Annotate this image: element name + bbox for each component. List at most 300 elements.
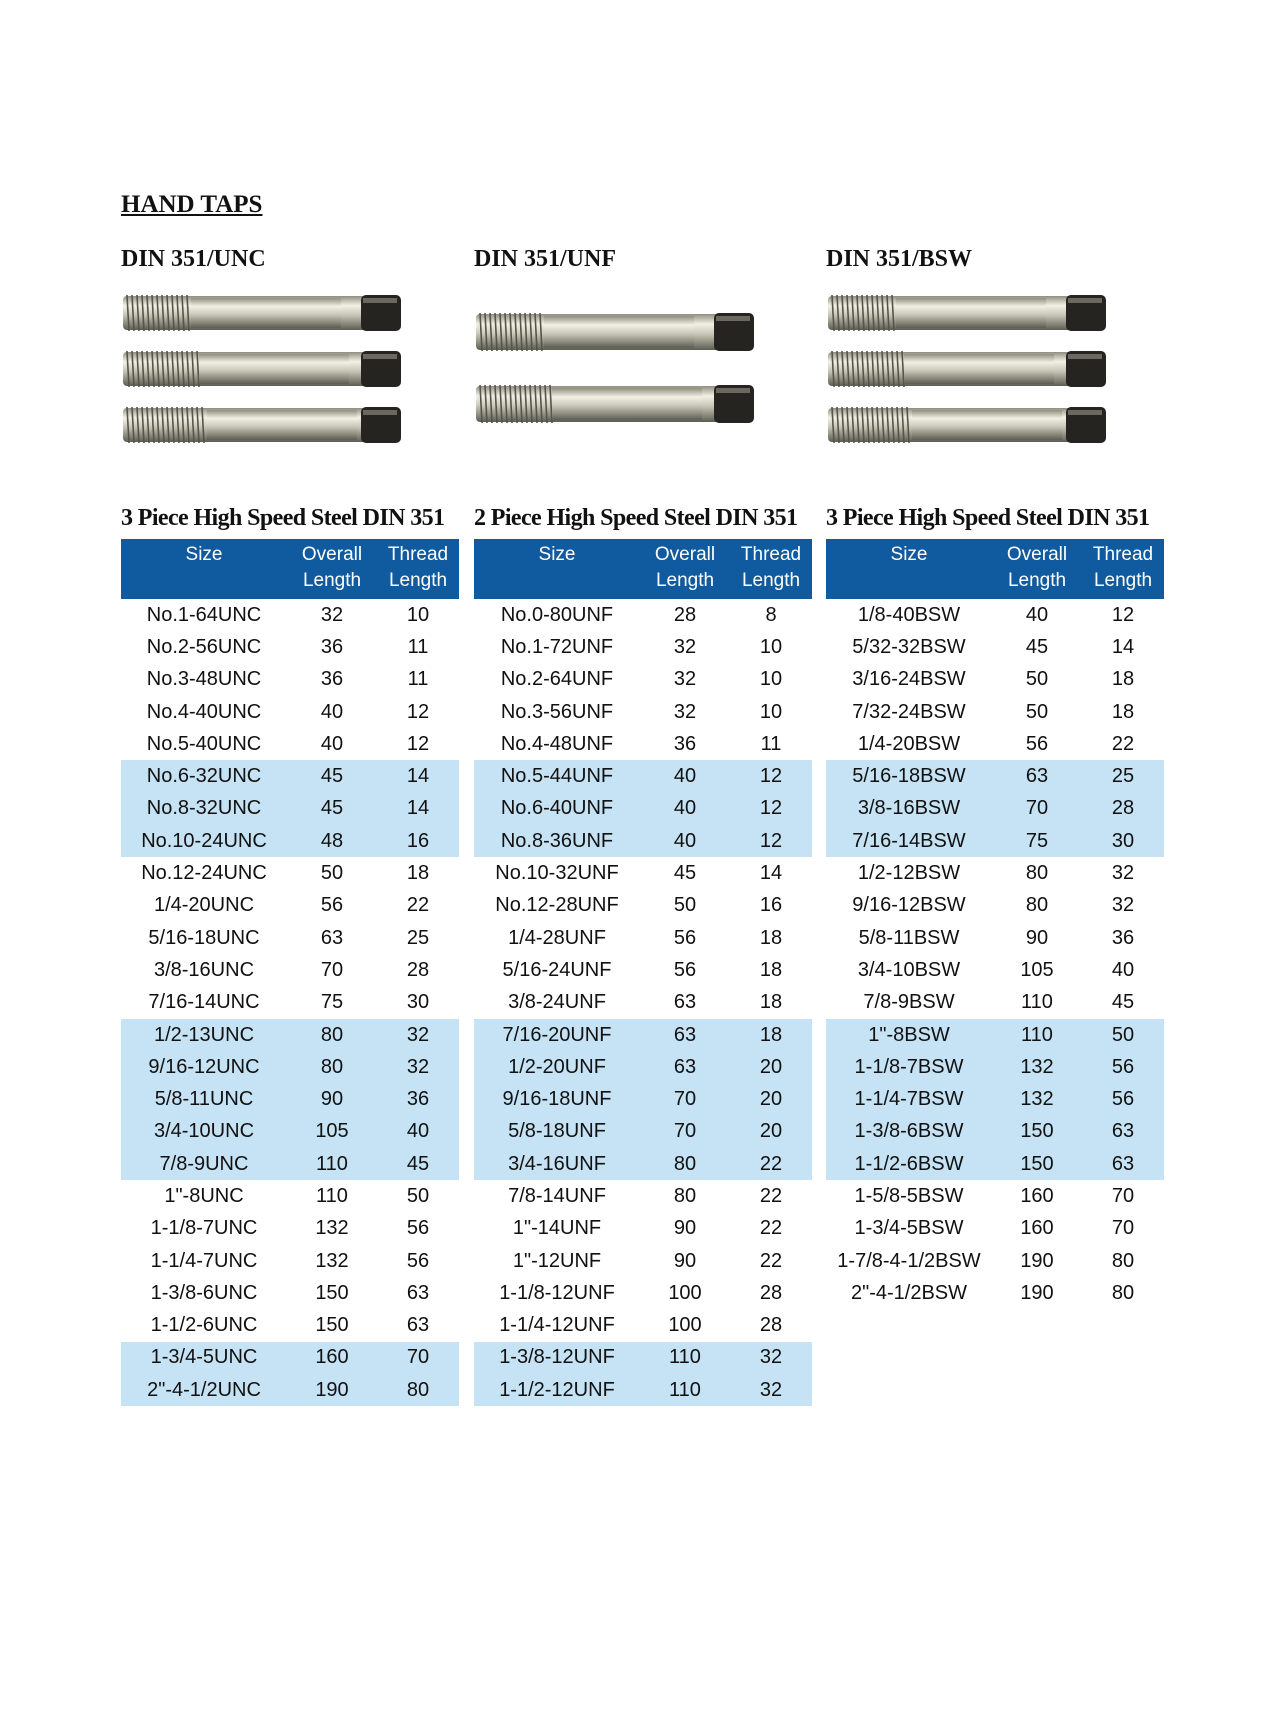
overall-length-cell: 63 bbox=[640, 1051, 730, 1083]
size-cell: 1/4-20BSW bbox=[857, 732, 961, 755]
size-cell: 1-5/8-5BSW bbox=[854, 1184, 964, 1207]
overall-length-cell: 80 bbox=[287, 1051, 377, 1083]
size-cell: 7/16-14UNC bbox=[148, 991, 260, 1014]
spec-table bbox=[474, 539, 812, 1406]
table-row bbox=[826, 696, 1164, 728]
thread-length-cell: 18 bbox=[759, 926, 783, 949]
table-row bbox=[826, 987, 1164, 1019]
size-cell: 1"-8UNC bbox=[164, 1184, 244, 1207]
tap-set-image bbox=[121, 292, 441, 467]
thread-length-cell: 28 bbox=[759, 1314, 783, 1337]
size-cell: No.3-56UNF bbox=[500, 700, 614, 723]
thread-length-cell: 14 bbox=[1111, 635, 1135, 658]
size-cell: No.12-24UNC bbox=[141, 862, 267, 885]
overall-length-cell: 50 bbox=[673, 894, 697, 917]
tap-icon bbox=[828, 351, 1106, 387]
table-title: 2 Piece High Speed Steel DIN 351 bbox=[474, 505, 798, 531]
thread-length-cell: 22 bbox=[730, 1148, 812, 1180]
size-cell: No.6-40UNF bbox=[474, 793, 640, 825]
thread-length-cell: 10 bbox=[759, 668, 783, 691]
overall-length-cell: 56 bbox=[673, 926, 697, 949]
overall-length-cell: 90 bbox=[673, 1217, 697, 1240]
size-cell: 1-1/2-6BSW bbox=[826, 1148, 992, 1180]
thread-length-cell: 32 bbox=[730, 1374, 812, 1406]
overall-length-cell: 40 bbox=[640, 760, 730, 792]
overall-length-cell: 45 bbox=[287, 793, 377, 825]
thread-length-cell: 63 bbox=[1082, 1116, 1164, 1148]
size-cell: 1"-12UNF bbox=[512, 1249, 602, 1272]
thread-length-cell: 12 bbox=[406, 700, 430, 723]
size-cell: 1/4-20UNC bbox=[153, 894, 255, 917]
thread-length-cell: 11 bbox=[407, 635, 429, 658]
size-cell: 1-3/4-5UNC bbox=[121, 1342, 287, 1374]
overall-length-cell: 32 bbox=[673, 635, 697, 658]
table-row bbox=[826, 954, 1164, 986]
table-row bbox=[474, 599, 812, 631]
overall-length-cell: 110 bbox=[316, 1184, 348, 1207]
overall-length-cell: 150 bbox=[992, 1148, 1082, 1180]
overall-length-cell: 110 bbox=[287, 1148, 377, 1180]
overall-length-cell: 70 bbox=[640, 1083, 730, 1115]
size-cell: No.4-48UNF bbox=[500, 732, 614, 755]
size-cell: 3/4-16UNF bbox=[474, 1148, 640, 1180]
header-size: Size bbox=[121, 539, 287, 599]
size-cell: 9/16-18UNF bbox=[474, 1083, 640, 1115]
table-row bbox=[121, 1148, 459, 1180]
header-thread-length: Thread Length bbox=[377, 539, 459, 599]
size-cell: No.10-32UNF bbox=[495, 862, 619, 885]
thread-length-cell: 32 bbox=[377, 1019, 459, 1051]
overall-length-cell: 36 bbox=[673, 732, 697, 755]
table-row bbox=[474, 631, 812, 663]
thread-length-cell: 50 bbox=[406, 1184, 430, 1207]
table-row bbox=[121, 1019, 459, 1051]
spec-table bbox=[826, 539, 1164, 1310]
overall-length-cell: 90 bbox=[1025, 926, 1049, 949]
size-cell: 3/8-24UNF bbox=[508, 991, 606, 1014]
table-row bbox=[826, 825, 1164, 857]
table-row bbox=[121, 1342, 459, 1374]
size-cell: 5/16-18BSW bbox=[826, 760, 992, 792]
overall-length-cell: 32 bbox=[673, 700, 697, 723]
size-cell: 3/4-10BSW bbox=[857, 958, 961, 981]
thread-length-cell: 32 bbox=[377, 1051, 459, 1083]
table-row bbox=[121, 1180, 459, 1212]
size-cell: 1-3/8-6BSW bbox=[826, 1116, 992, 1148]
thread-length-cell: 70 bbox=[377, 1342, 459, 1374]
thread-length-cell: 20 bbox=[730, 1116, 812, 1148]
header-size: Size bbox=[474, 539, 640, 599]
overall-length-cell: 132 bbox=[315, 1249, 349, 1272]
table-row bbox=[474, 1148, 812, 1180]
size-cell: 5/8-11BSW bbox=[858, 926, 960, 949]
size-cell: 7/16-14BSW bbox=[826, 825, 992, 857]
thread-length-cell: 56 bbox=[406, 1249, 430, 1272]
thread-length-cell: 22 bbox=[759, 1184, 783, 1207]
overall-length-cell: 45 bbox=[673, 862, 697, 885]
overall-length-cell: 50 bbox=[320, 862, 344, 885]
table-row bbox=[826, 1180, 1164, 1212]
size-cell: 5/32-32BSW bbox=[852, 635, 966, 658]
size-cell: No.1-64UNC bbox=[146, 603, 262, 626]
overall-length-cell: 132 bbox=[992, 1083, 1082, 1115]
table-row bbox=[474, 1310, 812, 1342]
overall-length-cell: 190 bbox=[1020, 1281, 1054, 1304]
overall-length-cell: 80 bbox=[287, 1019, 377, 1051]
overall-length-cell: 160 bbox=[1020, 1217, 1054, 1240]
overall-length-cell: 70 bbox=[992, 793, 1082, 825]
spec-table bbox=[121, 539, 459, 1406]
overall-length-cell: 100 bbox=[668, 1281, 702, 1304]
size-cell: 3/16-24BSW bbox=[852, 668, 966, 691]
header-thread-length: Thread Length bbox=[1082, 539, 1164, 599]
thread-length-cell: 63 bbox=[406, 1314, 430, 1337]
table-row bbox=[826, 922, 1164, 954]
thread-length-cell: 18 bbox=[730, 1019, 812, 1051]
size-cell: 1-1/8-12UNF bbox=[499, 1281, 615, 1304]
thread-length-cell: 40 bbox=[1111, 958, 1135, 981]
size-cell: No.2-56UNC bbox=[146, 635, 262, 658]
table-row bbox=[474, 1245, 812, 1277]
thread-length-cell: 20 bbox=[730, 1083, 812, 1115]
overall-length-cell: 40 bbox=[640, 793, 730, 825]
overall-length-cell: 160 bbox=[1020, 1184, 1054, 1207]
thread-length-cell: 30 bbox=[406, 991, 430, 1014]
table-row bbox=[121, 1277, 459, 1309]
size-cell: 7/8-14UNF bbox=[508, 1184, 606, 1207]
thread-length-cell: 80 bbox=[1111, 1249, 1135, 1272]
thread-length-cell: 80 bbox=[1111, 1281, 1135, 1304]
overall-length-cell: 110 bbox=[1021, 991, 1053, 1014]
size-cell: No.5-40UNC bbox=[146, 732, 262, 755]
tap-icon bbox=[476, 313, 754, 351]
thread-length-cell: 70 bbox=[1111, 1217, 1135, 1240]
thread-length-cell: 10 bbox=[759, 700, 783, 723]
thread-length-cell: 22 bbox=[406, 894, 430, 917]
table-row bbox=[474, 890, 812, 922]
table-row bbox=[121, 1083, 459, 1115]
overall-length-cell: 40 bbox=[320, 700, 344, 723]
table-row bbox=[826, 1116, 1164, 1148]
size-cell: No.6-32UNC bbox=[121, 760, 287, 792]
overall-length-cell: 190 bbox=[287, 1374, 377, 1406]
table-row bbox=[474, 696, 812, 728]
size-cell: 1-1/8-7UNC bbox=[150, 1217, 258, 1240]
size-cell: 1-7/8-4-1/2BSW bbox=[837, 1249, 981, 1272]
size-cell: 1/2-20UNF bbox=[474, 1051, 640, 1083]
overall-length-cell: 110 bbox=[640, 1342, 730, 1374]
thread-length-cell: 32 bbox=[1111, 862, 1135, 885]
size-cell: 1-1/8-7BSW bbox=[826, 1051, 992, 1083]
table-row bbox=[121, 890, 459, 922]
thread-length-cell: 50 bbox=[1082, 1019, 1164, 1051]
overall-length-cell: 75 bbox=[320, 991, 344, 1014]
overall-length-cell: 150 bbox=[315, 1314, 349, 1337]
size-cell: No.10-24UNC bbox=[121, 825, 287, 857]
thread-length-cell: 8 bbox=[765, 603, 777, 626]
size-cell: 5/16-24UNF bbox=[502, 958, 612, 981]
thread-length-cell: 56 bbox=[1082, 1083, 1164, 1115]
size-cell: 1-1/4-7BSW bbox=[826, 1083, 992, 1115]
size-cell: 1"-14UNF bbox=[512, 1217, 602, 1240]
thread-length-cell: 45 bbox=[377, 1148, 459, 1180]
table-row bbox=[826, 1083, 1164, 1115]
overall-length-cell: 80 bbox=[640, 1148, 730, 1180]
size-cell: No.8-36UNF bbox=[474, 825, 640, 857]
thread-length-cell: 11 bbox=[760, 732, 782, 755]
overall-length-cell: 105 bbox=[1020, 958, 1054, 981]
size-cell: 3/4-10UNC bbox=[121, 1116, 287, 1148]
table-row bbox=[826, 1019, 1164, 1051]
overall-length-cell: 110 bbox=[992, 1019, 1082, 1051]
tap-icon bbox=[828, 407, 1106, 443]
table-row bbox=[826, 1245, 1164, 1277]
overall-length-cell: 48 bbox=[287, 825, 377, 857]
table-row bbox=[474, 1019, 812, 1051]
size-cell: 1-1/2-12UNF bbox=[474, 1374, 640, 1406]
size-cell: No.5-44UNF bbox=[474, 760, 640, 792]
thread-length-cell: 56 bbox=[406, 1217, 430, 1240]
overall-length-cell: 63 bbox=[673, 991, 697, 1014]
size-cell: No.4-40UNC bbox=[146, 700, 262, 723]
thread-length-cell: 14 bbox=[759, 862, 783, 885]
table-row bbox=[826, 793, 1164, 825]
thread-length-cell: 22 bbox=[1111, 732, 1135, 755]
size-cell: 1/4-28UNF bbox=[508, 926, 606, 949]
table-row bbox=[121, 631, 459, 663]
table-row bbox=[121, 1116, 459, 1148]
table-row bbox=[121, 793, 459, 825]
thread-length-cell: 12 bbox=[730, 760, 812, 792]
thread-length-cell: 28 bbox=[406, 958, 430, 981]
overall-length-cell: 63 bbox=[640, 1019, 730, 1051]
thread-length-cell: 63 bbox=[1082, 1148, 1164, 1180]
table-row bbox=[121, 954, 459, 986]
table-row bbox=[121, 1245, 459, 1277]
overall-length-cell: 28 bbox=[673, 603, 697, 626]
table-row bbox=[121, 987, 459, 1019]
page-title: HAND TAPS bbox=[121, 191, 263, 218]
size-cell: 5/8-18UNF bbox=[474, 1116, 640, 1148]
table-row bbox=[474, 987, 812, 1019]
thread-length-cell: 10 bbox=[759, 635, 783, 658]
table-row bbox=[474, 760, 812, 792]
size-cell: 1-3/8-6UNC bbox=[150, 1281, 258, 1304]
table-row bbox=[474, 1051, 812, 1083]
size-cell: No.2-64UNF bbox=[500, 668, 614, 691]
thread-length-cell: 18 bbox=[759, 958, 783, 981]
overall-length-cell: 90 bbox=[673, 1249, 697, 1272]
table-row bbox=[474, 857, 812, 889]
size-cell: 1-1/4-12UNF bbox=[499, 1314, 615, 1337]
size-cell: No.1-72UNF bbox=[500, 635, 614, 658]
table-row bbox=[474, 922, 812, 954]
size-cell: No.8-32UNC bbox=[121, 793, 287, 825]
table-title: 3 Piece High Speed Steel DIN 351 bbox=[826, 505, 1150, 531]
overall-length-cell: 36 bbox=[320, 635, 344, 658]
table-header bbox=[826, 539, 1164, 599]
thread-length-cell: 25 bbox=[406, 926, 430, 949]
overall-length-cell: 63 bbox=[320, 926, 344, 949]
tap-icon bbox=[123, 407, 401, 443]
table-row bbox=[121, 922, 459, 954]
table-row bbox=[121, 760, 459, 792]
thread-length-cell: 20 bbox=[730, 1051, 812, 1083]
overall-length-cell: 40 bbox=[640, 825, 730, 857]
tap-set-image bbox=[474, 292, 794, 467]
tap-icon bbox=[476, 385, 754, 423]
thread-length-cell: 14 bbox=[377, 793, 459, 825]
size-cell: 2"-4-1/2UNC bbox=[121, 1374, 287, 1406]
table-row bbox=[121, 1310, 459, 1342]
thread-length-cell: 36 bbox=[1111, 926, 1135, 949]
table-row bbox=[121, 599, 459, 631]
size-cell: 7/32-24BSW bbox=[852, 700, 966, 723]
table-row bbox=[474, 825, 812, 857]
size-cell: 1-1/4-7UNC bbox=[150, 1249, 258, 1272]
overall-length-cell: 56 bbox=[320, 894, 344, 917]
thread-length-cell: 14 bbox=[377, 760, 459, 792]
table-row bbox=[474, 1116, 812, 1148]
thread-length-cell: 30 bbox=[1082, 825, 1164, 857]
overall-length-cell: 40 bbox=[320, 732, 344, 755]
table-row bbox=[121, 857, 459, 889]
tap-icon bbox=[123, 295, 401, 331]
header-overall-length: Overall Length bbox=[640, 539, 730, 599]
thread-length-cell: 22 bbox=[759, 1217, 783, 1240]
thread-length-cell: 12 bbox=[406, 732, 430, 755]
thread-length-cell: 10 bbox=[406, 603, 430, 626]
thread-length-cell: 32 bbox=[1111, 894, 1135, 917]
thread-length-cell: 22 bbox=[759, 1249, 783, 1272]
overall-length-cell: 50 bbox=[1025, 668, 1049, 691]
size-cell: No.3-48UNC bbox=[146, 668, 262, 691]
table-row bbox=[826, 1277, 1164, 1309]
size-cell: 1/2-13UNC bbox=[121, 1019, 287, 1051]
table-header bbox=[474, 539, 812, 599]
size-cell: 9/16-12BSW bbox=[852, 894, 966, 917]
overall-length-cell: 70 bbox=[640, 1116, 730, 1148]
thread-length-cell: 18 bbox=[1111, 700, 1135, 723]
table-row bbox=[474, 1277, 812, 1309]
table-row bbox=[474, 793, 812, 825]
thread-length-cell: 18 bbox=[406, 862, 430, 885]
size-cell: 1/2-12BSW bbox=[857, 862, 961, 885]
overall-length-cell: 80 bbox=[673, 1184, 697, 1207]
table-row bbox=[826, 760, 1164, 792]
size-cell: 1-3/8-12UNF bbox=[474, 1342, 640, 1374]
thread-length-cell: 28 bbox=[759, 1281, 783, 1304]
size-cell: 5/8-11UNC bbox=[121, 1083, 287, 1115]
table-row bbox=[474, 728, 812, 760]
overall-length-cell: 45 bbox=[287, 760, 377, 792]
table-row bbox=[826, 1051, 1164, 1083]
table-row bbox=[826, 1148, 1164, 1180]
overall-length-cell: 75 bbox=[992, 825, 1082, 857]
thread-length-cell: 32 bbox=[730, 1342, 812, 1374]
size-cell: 2"-4-1/2BSW bbox=[850, 1281, 968, 1304]
overall-length-cell: 100 bbox=[668, 1314, 702, 1337]
overall-length-cell: 40 bbox=[1025, 603, 1049, 626]
thread-length-cell: 63 bbox=[406, 1281, 430, 1304]
table-row bbox=[121, 1374, 459, 1406]
overall-length-cell: 110 bbox=[640, 1374, 730, 1406]
overall-length-cell: 90 bbox=[287, 1083, 377, 1115]
size-cell: No.0-80UNF bbox=[500, 603, 614, 626]
thread-length-cell: 80 bbox=[377, 1374, 459, 1406]
thread-length-cell: 11 bbox=[407, 668, 429, 691]
size-cell: 7/8-9BSW bbox=[863, 991, 955, 1014]
table-row bbox=[474, 1213, 812, 1245]
overall-length-cell: 63 bbox=[992, 760, 1082, 792]
tap-icon bbox=[828, 295, 1106, 331]
standard-title: DIN 351/UNC bbox=[121, 246, 266, 272]
overall-length-cell: 190 bbox=[1020, 1249, 1054, 1272]
table-row bbox=[474, 1083, 812, 1115]
size-cell: No.12-28UNF bbox=[495, 894, 619, 917]
thread-length-cell: 56 bbox=[1082, 1051, 1164, 1083]
thread-length-cell: 12 bbox=[730, 793, 812, 825]
overall-length-cell: 105 bbox=[287, 1116, 377, 1148]
overall-length-cell: 80 bbox=[1025, 894, 1049, 917]
standard-title: DIN 351/UNF bbox=[474, 246, 616, 272]
overall-length-cell: 50 bbox=[1025, 700, 1049, 723]
overall-length-cell: 132 bbox=[315, 1217, 349, 1240]
overall-length-cell: 32 bbox=[320, 603, 344, 626]
size-cell: 7/16-20UNF bbox=[474, 1019, 640, 1051]
table-row bbox=[826, 1213, 1164, 1245]
standard-title: DIN 351/BSW bbox=[826, 246, 973, 272]
size-cell: 1/8-40BSW bbox=[857, 603, 961, 626]
table-row bbox=[121, 696, 459, 728]
thread-length-cell: 18 bbox=[759, 991, 783, 1014]
table-row bbox=[826, 599, 1164, 631]
thread-length-cell: 25 bbox=[1082, 760, 1164, 792]
thread-length-cell: 16 bbox=[377, 825, 459, 857]
overall-length-cell: 150 bbox=[992, 1116, 1082, 1148]
thread-length-cell: 45 bbox=[1111, 991, 1135, 1014]
size-cell: 5/16-18UNC bbox=[148, 926, 260, 949]
overall-length-cell: 70 bbox=[320, 958, 344, 981]
table-row bbox=[474, 954, 812, 986]
table-row bbox=[826, 728, 1164, 760]
overall-length-cell: 32 bbox=[673, 668, 697, 691]
overall-length-cell: 80 bbox=[1025, 862, 1049, 885]
thread-length-cell: 36 bbox=[377, 1083, 459, 1115]
table-row bbox=[826, 857, 1164, 889]
table-row bbox=[121, 1213, 459, 1245]
size-cell: 1-3/4-5BSW bbox=[854, 1217, 964, 1240]
overall-length-cell: 56 bbox=[1025, 732, 1049, 755]
thread-length-cell: 16 bbox=[759, 894, 783, 917]
header-size: Size bbox=[826, 539, 992, 599]
size-cell: 7/8-9UNC bbox=[121, 1148, 287, 1180]
thread-length-cell: 40 bbox=[377, 1116, 459, 1148]
size-cell: 9/16-12UNC bbox=[121, 1051, 287, 1083]
size-cell: 3/8-16UNC bbox=[153, 958, 255, 981]
table-row bbox=[826, 890, 1164, 922]
size-cell: 1"-8BSW bbox=[826, 1019, 992, 1051]
table-row bbox=[474, 1180, 812, 1212]
overall-length-cell: 36 bbox=[320, 668, 344, 691]
table-row bbox=[121, 728, 459, 760]
table-row bbox=[474, 1374, 812, 1406]
table-header bbox=[121, 539, 459, 599]
thread-length-cell: 70 bbox=[1111, 1184, 1135, 1207]
table-row bbox=[121, 825, 459, 857]
thread-length-cell: 28 bbox=[1082, 793, 1164, 825]
table-row bbox=[474, 664, 812, 696]
